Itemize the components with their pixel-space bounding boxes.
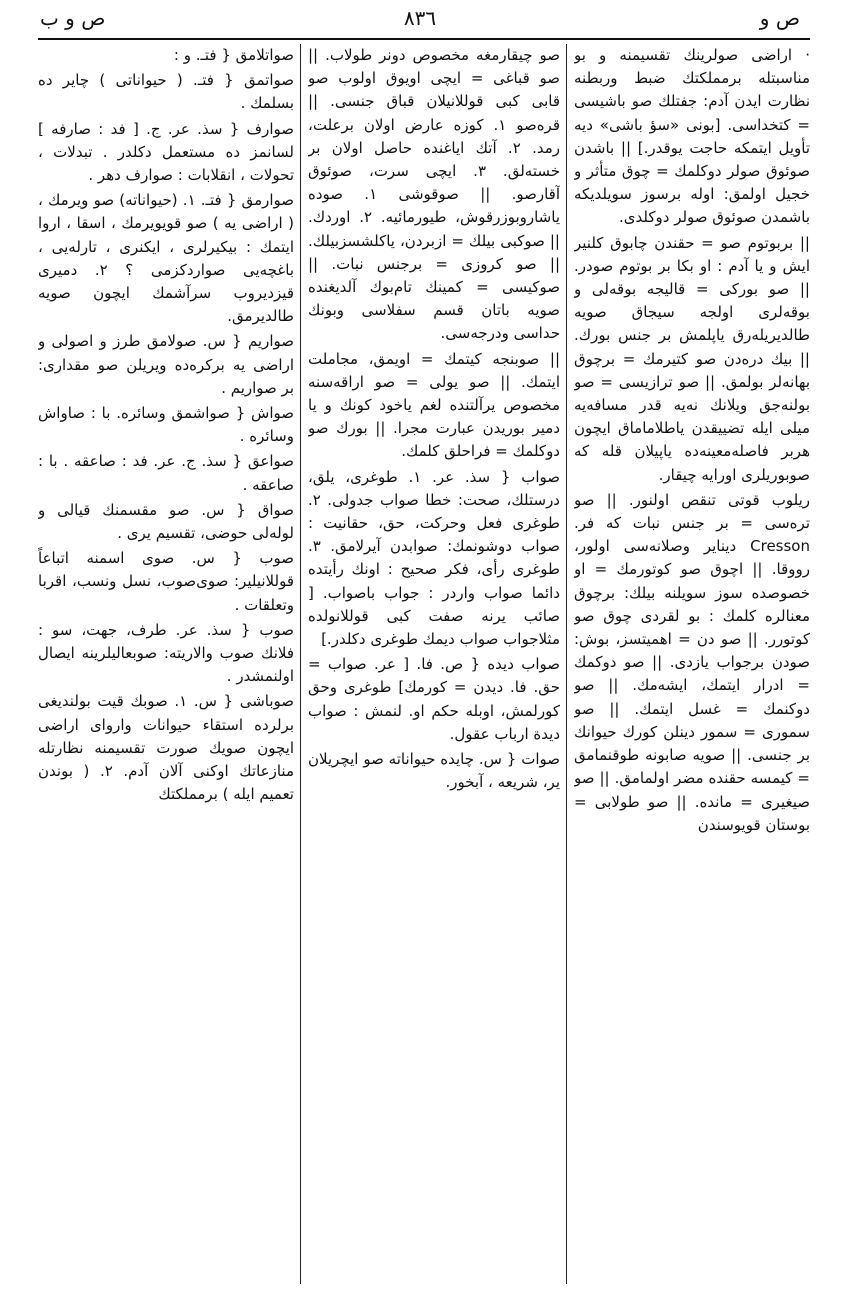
- header-rule: [38, 38, 810, 40]
- dictionary-entry: صوات { س. چايده حيواناته صو ايچريلان ير، شريعه ، آبخور.: [308, 750, 560, 792]
- column-divider: [566, 44, 567, 1284]
- page-header: [30, 6, 810, 34]
- header-left-guide-letters: ص و ب: [40, 6, 106, 30]
- column-paragraph: · اراضى صولرينك تقسيمنه و بو مناسبتله برمملكتك ضبط وربطنه نظارت ايدن آدم: جفتلك صو باشيسى = كتخداسى. [بونى «سؤ باشى» ديه تأويل ايتمكه حاجت يوقدر.] || باشدن صوئوق صولر دوكلمك = چوق متأثر و خجيل اولمق: اوله برسوز سويلديكه باشمدن صوئوق صولر دوكلدى.: [574, 46, 810, 227]
- dictionary-entry: صواعق { سذ. ج. عر. فد : صاعقه . با : صاعقه .: [38, 452, 294, 494]
- column-paragraph: || صوبنجه كيتمك = اويمق، مجاملت ايتمك. || صو يولى = صو اراقەسنه مخصوص يرآلتنده لغم ياخود كونك و يا دمير بوريدن عبارت مجرا. || بورك صو دوكلمك = فراحلق كلمك.: [308, 349, 560, 461]
- column-middle: [308, 44, 560, 1279]
- column-paragraph: || بربوتوم صو = حقندن چابوق كلنير ايش و يا آدم : او بكا بر بوتوم صودر. || صو بوركى = قاليجه بوقه‌لى و بوقه‌لرى اولجه سيجاق صويه طالديريلەرق ياپلمش بر جنس بورك. || بيك درەدن صو كتيرمك = برچوق بهانەلر بولمق. || صو ترازيسى = صو بولنەجق ويلانك نەيه قدر مسافەيه ميلى ايله تضييقدن ياطلاماماق ايچون هربر فاصله‌معينەده ياپيلان قله كه صوبوريلرى اورايه چيقار.: [574, 233, 810, 484]
- dictionary-entry: صواتمق { فتـ. ( حيواناتى ) چاير ده بسلمك .: [38, 71, 294, 113]
- dictionary-entry: صواريم { س. صولامق طرز و اصولى و اراضى يه بركرەده ويريلن صو مقدارى: بر صواريم .: [38, 332, 294, 397]
- dictionary-entry: صوب { سذ. عر. طرف، جهت، سو : فلانك صوب والاريته: صوبعاليلرينه ايصال اولنمشدر .: [38, 620, 294, 686]
- page-number: ٨٣٦: [403, 6, 437, 30]
- dictionary-entry: صواق { س. صو مقسمنك قيالى و لوله‌لى حوضى، تقسيم يرى .: [38, 500, 294, 543]
- dictionary-entry: صوباشى { س. ١. صوبك قيت بولنديغى برلرده استقاء حيوانات وارواى اراضى ايچون صويك صورت تقسيمنه نظارتله منازعاتك اوكنى آلان آدم. ٢. ( بوندن تعميم ايله ) برمملكتك: [38, 692, 294, 804]
- dictionary-entry: صوارمق { فتـ. ١. (حيواناته) صو ويرمك ، ( اراضى يه ) صو قويويرمك ، اسقا ، اروا ايتمك : بيكيرلرى ، ايكنرى ، تارله‌يى ، باغچه‌يى صواردكزمى ؟ ٢. دميرى قيزديروب سرآشمك ايچون صويه طالديرمق.: [38, 191, 294, 326]
- header-right-guide-letters: ص و: [759, 6, 800, 30]
- dictionary-entry: صواب { سذ. عر. ١. طوغرى، يلق، درستلك، صحت: خطا صواب جدولى. ٢. طوغرى فعل وحركت، حق، حقانيت : صواب دوشونمك: صوابدن آيرلامق. ٣. طوغرى رأى، فكر صحيح : اونك رأيتده دائما صواب واردر : جواب باصواب. [ صائب يرنه صفت كبى قوللانولدە مثلاجواب صواب ديمك طوغرى دكلدر.]: [308, 467, 560, 649]
- dictionary-entry: صواب ديده { ص. فا. [ عر. صواب = حق. فا. ديدن = كورمك] طوغرى وحق كورلمش، اوبله حكم او. لنمش : صواب ديدة ارباب عقول.: [308, 655, 560, 743]
- column-divider: [300, 44, 301, 1284]
- dictionary-entry: صواتلامق { فتـ. و :: [173, 46, 294, 64]
- dictionary-entry: صواش { صواشمق وسائرە. با : صاواش وسائرە .: [38, 404, 294, 446]
- dictionary-entry: صوارف { سذ. عر. ج. [ فد : صارفه ] لسانمز ده مستعمل دكلدر . تبدلات ، تحولات ، انقلابات : صوارف دهر .: [38, 119, 294, 185]
- column-right: [574, 44, 810, 1279]
- column-left: [38, 44, 294, 1279]
- dictionary-entry: صوب { س. صوى اسمنه اتباعاً قوللانيلير: صوى‌صوب، نسل ونسب، اقربا وتعلقات .: [38, 549, 294, 614]
- column-paragraph: ريلوب قوتى تنقص اولنور. || صو ترەسى = بر جنس نبات كه فر. Cresson ديناير وصلانەسى اولور، رووقا. || اچوق صو كوتورمك = او خصوصده سوز سويلنه بيلك: برچوق معنالره كلمك : بو لقردى چوق صو كوتورر. || صو دن = اهميتسز، بوش: صودن برجواب يازدى. || صو دوكمك = ادرار ايتمك، ايشه‌مك. || صو دوكنمك = غسل ايتمك. || صو سمورى = سمور دينلن كورك حيوانك بر جنسى. || صويه صابونه طوقنمامق = كيمسه حقنده مضر اولمامق. || صو صيغيرى = مانده. || صو طولابى = بوستان قويوسندن: [574, 490, 810, 834]
- column-paragraph: صو چيقارمغه مخصوص دونر طولاب. || صو قباغى = ايچى اويوق اولوب صو قابى كبى قوللانيلان قباق جنسى. || قرەصو ١. كوزه عارض اولان برعلت، رمد. ٢. آتك اياغنده حاصل اولان بر خسته‌لق. ٣. ايچى سرت، صوئوق آقارصو. || صوقوشى ١. صودە ياشاروبوزرقوش، طيورمائيه. ٢. اوردك. || صوكبى بيلك = ازبردن، ياكلشسزبيلك. || صو كروزى = برجنس نبات. || صوكيسى = كمينك تام‌بوك آلديغنده صويه باتان قسم سفلاسى وبونك حداسى ودرجه‌سى.: [308, 46, 560, 343]
